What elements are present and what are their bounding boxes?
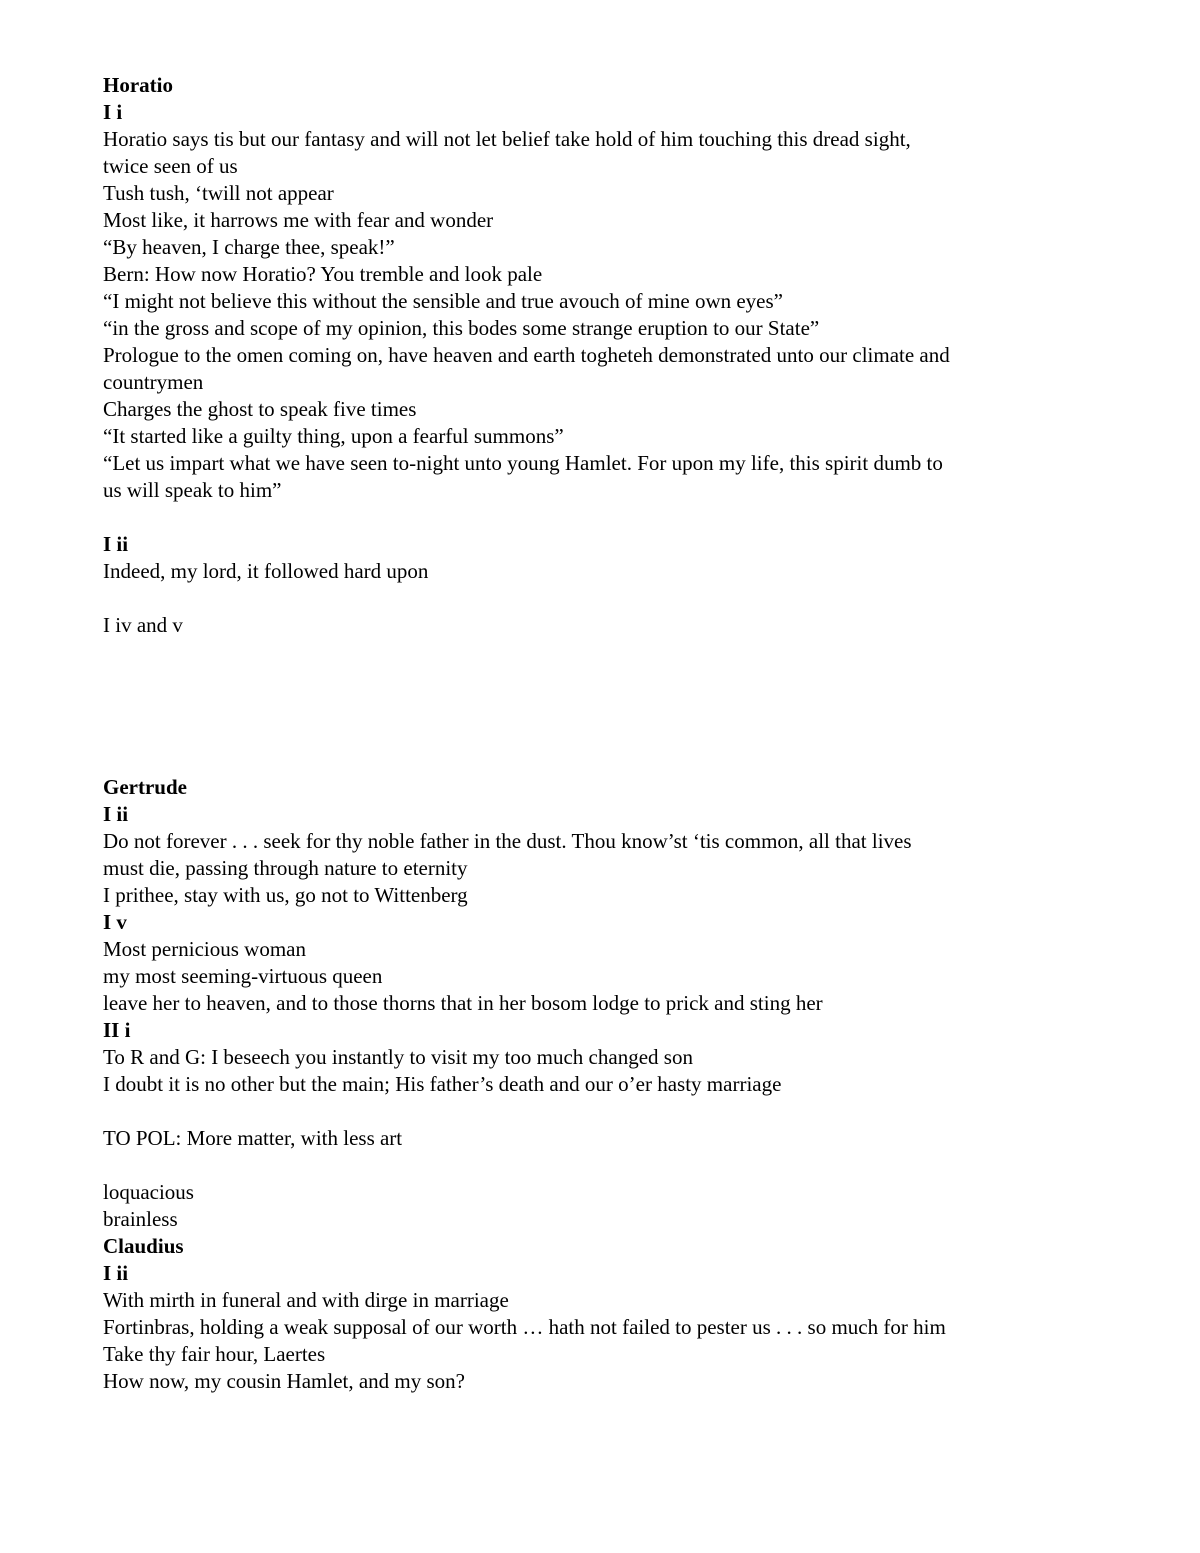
horatio-heading: Horatio [103, 73, 173, 97]
horatio-line: Tush tush, ‘twill not appear [103, 181, 334, 205]
horatio-line: Bern: How now Horatio? You tremble and look pale [103, 262, 543, 286]
horatio-line: Horatio says tis but our fantasy and will not let belief take hold of him touching this dread sight, [103, 127, 911, 151]
horatio-line: twice seen of us [103, 154, 238, 178]
claudius-line: How now, my cousin Hamlet, and my son? [103, 1369, 466, 1393]
gertrude-line: Most pernicious woman [103, 937, 306, 961]
gertrude-line: must die, passing through nature to eternity [103, 856, 468, 880]
horatio-act1-scene2-label: I ii [103, 532, 129, 556]
claudius-line: With mirth in funeral and with dirge in marriage [103, 1288, 509, 1312]
horatio-line: countrymen [103, 370, 204, 394]
horatio-line: “It started like a guilty thing, upon a fearful summons” [103, 424, 564, 448]
horatio-line: “in the gross and scope of my opinion, this bodes some strange eruption to our State” [103, 316, 820, 340]
horatio-line: Most like, it harrows me with fear and wonder [103, 208, 494, 232]
claudius-line: Fortinbras, holding a weak supposal of our worth … hath not failed to pester us . . . so much for him [103, 1315, 946, 1339]
gertrude-act1-scene2-label: I ii [103, 802, 129, 826]
gertrude-to-pol-line: TO POL: More matter, with less art [103, 1126, 403, 1150]
gertrude-trait: brainless [103, 1207, 178, 1231]
gertrude-act1-scene5-label: I v [103, 910, 127, 934]
gertrude-act2-scene1-label: II i [103, 1018, 131, 1042]
horatio-line: us will speak to him” [103, 478, 282, 502]
gertrude-line: I prithee, stay with us, go not to Wittenberg [103, 883, 468, 907]
horatio-line: “By heaven, I charge thee, speak!” [103, 235, 395, 259]
horatio-line: Charges the ghost to speak five times [103, 397, 417, 421]
gertrude-line: I doubt it is no other but the main; His father’s death and our o’er hasty marriage [103, 1072, 782, 1096]
gertrude-heading: Gertrude [103, 775, 187, 799]
gertrude-line: To R and G: I beseech you instantly to visit my too much changed son [103, 1045, 693, 1069]
horatio-line: Indeed, my lord, it followed hard upon [103, 559, 429, 583]
horatio-line: “I might not believe this without the sensible and true avouch of mine own eyes” [103, 289, 783, 313]
horatio-line: “Let us impart what we have seen to-night unto young Hamlet. For upon my life, this spirit dumb to [103, 451, 943, 475]
horatio-line: Prologue to the omen coming on, have heaven and earth togheteh demonstrated unto our climate and [103, 343, 950, 367]
horatio-act1-scene1-label: I i [103, 100, 123, 124]
gertrude-trait: loquacious [103, 1180, 194, 1204]
gertrude-line: leave her to heaven, and to those thorns that in her bosom lodge to prick and sting her [103, 991, 823, 1015]
gertrude-line: Do not forever . . . seek for thy noble father in the dust. Thou know’st ‘tis common, all that lives [103, 829, 912, 853]
horatio-act1-scene4-5-label: I iv and v [103, 613, 183, 637]
claudius-line: Take thy fair hour, Laertes [103, 1342, 326, 1366]
claudius-heading: Claudius [103, 1234, 184, 1258]
gertrude-line: my most seeming-virtuous queen [103, 964, 383, 988]
claudius-act1-scene2-label: I ii [103, 1261, 129, 1285]
